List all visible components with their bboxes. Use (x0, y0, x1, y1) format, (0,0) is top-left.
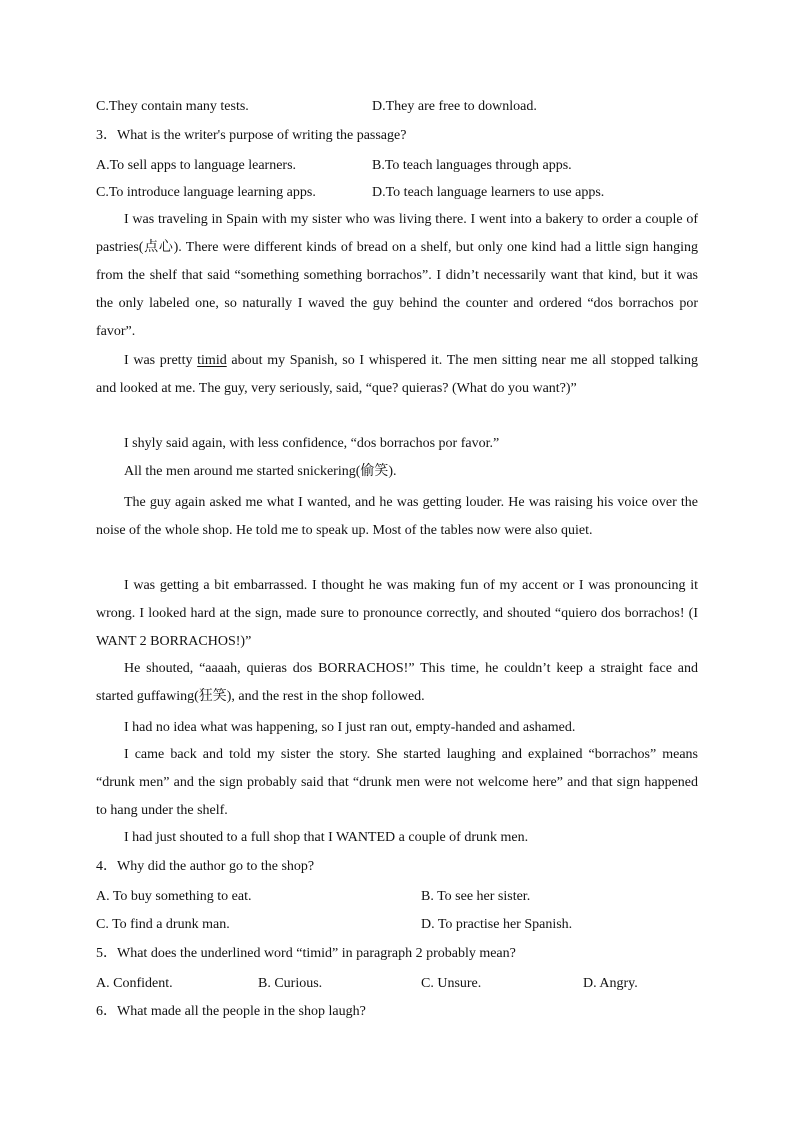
q5-option-b: B. Curious. (258, 976, 323, 991)
passage-paragraph-9: I came back and told my sister the story. She started laughing and explained “borrachos” means “drunk men” and the sign probably said that “drunk men were not welcome here” and that sign happened to hang under the shelf. (96, 747, 698, 818)
passage-paragraph-1: I was traveling in Spain with my sister who was living there. I went into a bakery to order a couple of pastries(点心). There were different kinds of bread on a shelf, but only one kind had a little sign hanging from the shelf that said “something something borrachos”. I didn’t necessarily want that kind, but it was the only labeled one, so naturally I waved the guy behind the counter and ordered “dos borrachos por favor”. (96, 212, 698, 339)
passage-paragraph-7: He shouted, “aaaah, quieras dos BORRACHOS!” This time, he couldn’t keep a straight face and started guffawing(狂笑), and the rest in the shop followed. (96, 661, 698, 704)
underlined-word-timid: timid (197, 353, 227, 368)
passage-paragraph-4: All the men around me started snickering(偷笑). (124, 464, 397, 479)
q5-option-c: C. Unsure. (421, 976, 482, 991)
q3-option-c: C.To introduce language learning apps. (96, 185, 316, 200)
q3-option-a: A.To sell apps to language learners. (96, 158, 297, 173)
passage-paragraph-3: I shyly said again, with less confidence, “dos borrachos por favor.” (124, 436, 500, 451)
q2-option-c: C.They contain many tests. (96, 99, 249, 114)
passage-paragraph-2 (96, 347, 698, 403)
q5-option-a: A. Confident. (96, 976, 173, 991)
q4-option-d: D. To practise her Spanish. (421, 917, 573, 932)
passage-paragraph-10: I had just shouted to a full shop that I WANTED a couple of drunk men. (124, 830, 529, 845)
passage-paragraph-8: I had no idea what was happening, so I just ran out, empty-handed and ashamed. (124, 720, 576, 735)
q4-question: 4．Why did the author go to the shop? (96, 859, 315, 874)
passage-paragraph-6: I was getting a bit embarrassed. I thought he was making fun of my accent or I was pronouncing it wrong. I looked hard at the sign, made sure to pronounce correctly, and shouted “quiero dos borrachos! (I WANT 2 BORRACHOS!)” (96, 578, 698, 649)
q5-question: 5．What does the underlined word “timid” in paragraph 2 probably mean? (96, 946, 516, 961)
q4-option-c: C. To find a drunk man. (96, 917, 230, 932)
q3-option-d: D.To teach language learners to use apps. (372, 185, 605, 200)
q6-question: 6．What made all the people in the shop laugh? (96, 1004, 366, 1019)
paragraph-2-rest: about my Spanish, so I whispered it. The men sitting near me all stopped talking and looked at me. The guy, very seriously, said, “que? quieras? (What do you want?)” (96, 353, 698, 396)
q4-option-a: A. To buy something to eat. (96, 889, 252, 904)
paragraph-2-start: I was pretty (124, 353, 198, 368)
q2-option-d: D.They are free to download. (372, 99, 537, 114)
q3-question: 3．What is the writer's purpose of writing the passage? (96, 128, 407, 143)
passage-paragraph-5: The guy again asked me what I wanted, and he was getting louder. He was raising his voice over the noise of the whole shop. He told me to speak up. Most of the tables now were also quiet. (96, 495, 698, 538)
q4-option-b: B. To see her sister. (421, 889, 531, 904)
q3-option-b: B.To teach languages through apps. (372, 158, 572, 173)
q5-option-d: D. Angry. (583, 976, 638, 991)
